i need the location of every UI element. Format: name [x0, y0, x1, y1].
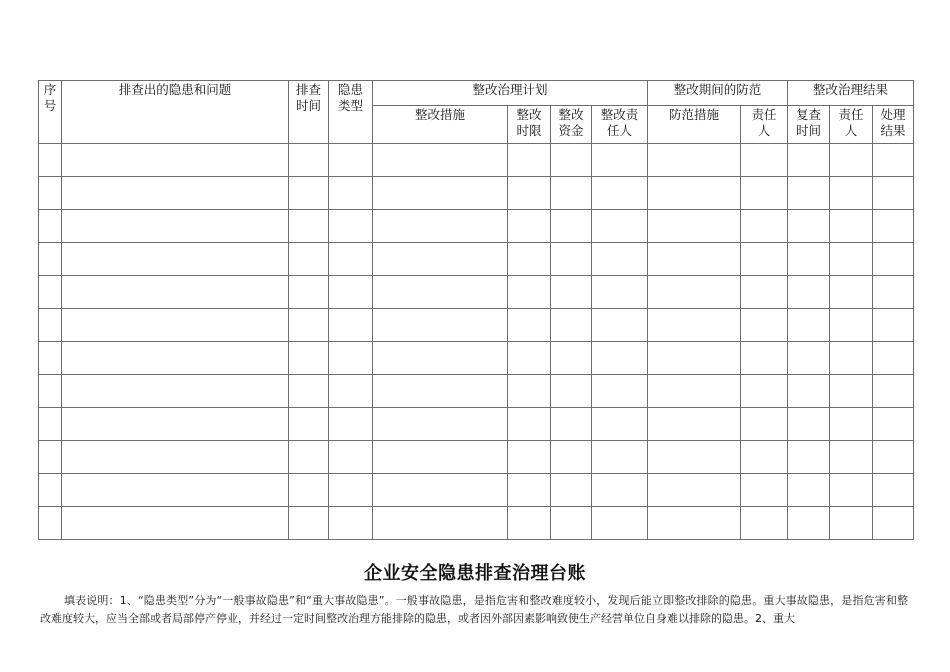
- header-plan-responsible-person: 整改责 任人: [592, 106, 648, 144]
- table-cell[interactable]: [648, 375, 741, 408]
- table-cell[interactable]: [508, 375, 551, 408]
- table-cell[interactable]: [289, 177, 329, 210]
- table-cell[interactable]: [648, 342, 741, 375]
- table-cell[interactable]: [648, 210, 741, 243]
- table-cell[interactable]: [329, 507, 373, 540]
- table-cell[interactable]: [788, 342, 830, 375]
- table-cell[interactable]: [830, 441, 873, 474]
- table-cell[interactable]: [39, 408, 62, 441]
- table-cell[interactable]: [551, 507, 592, 540]
- table-cell[interactable]: [741, 210, 788, 243]
- table-cell[interactable]: [62, 375, 289, 408]
- table-cell[interactable]: [329, 375, 373, 408]
- table-cell[interactable]: [373, 210, 508, 243]
- table-cell[interactable]: [648, 507, 741, 540]
- table-cell[interactable]: [741, 144, 788, 177]
- table-row: [39, 177, 914, 210]
- table-row: [39, 342, 914, 375]
- table-cell[interactable]: [592, 342, 648, 375]
- table-cell[interactable]: [39, 177, 62, 210]
- table-cell[interactable]: [741, 342, 788, 375]
- table-cell[interactable]: [508, 144, 551, 177]
- table-cell[interactable]: [741, 276, 788, 309]
- table-cell[interactable]: [648, 441, 741, 474]
- table-cell[interactable]: [508, 441, 551, 474]
- header-review-time: 复查 时间: [788, 106, 830, 144]
- table-cell[interactable]: [289, 210, 329, 243]
- table-cell[interactable]: [39, 507, 62, 540]
- table-cell[interactable]: [62, 243, 289, 276]
- table-cell[interactable]: [39, 309, 62, 342]
- table-cell[interactable]: [592, 507, 648, 540]
- table-cell[interactable]: [551, 177, 592, 210]
- table-row: [39, 474, 914, 507]
- header-rectification-result: 整改治理结果: [788, 81, 914, 106]
- table-cell[interactable]: [592, 144, 648, 177]
- table-cell[interactable]: [329, 408, 373, 441]
- table-cell[interactable]: [62, 507, 289, 540]
- table-cell[interactable]: [62, 474, 289, 507]
- table-cell[interactable]: [62, 210, 289, 243]
- table-cell[interactable]: [873, 276, 914, 309]
- table-cell[interactable]: [648, 243, 741, 276]
- table-cell[interactable]: [741, 441, 788, 474]
- table-cell[interactable]: [289, 276, 329, 309]
- table-cell[interactable]: [373, 276, 508, 309]
- table-cell[interactable]: [373, 144, 508, 177]
- table-cell[interactable]: [373, 507, 508, 540]
- table-cell[interactable]: [289, 408, 329, 441]
- table-cell[interactable]: [508, 408, 551, 441]
- table-row: [39, 309, 914, 342]
- table-cell[interactable]: [788, 144, 830, 177]
- table-cell[interactable]: [741, 507, 788, 540]
- table-row: [39, 276, 914, 309]
- table-cell[interactable]: [830, 474, 873, 507]
- table-cell[interactable]: [289, 474, 329, 507]
- table-cell[interactable]: [830, 408, 873, 441]
- table-cell[interactable]: [873, 309, 914, 342]
- table-cell[interactable]: [592, 474, 648, 507]
- table-cell[interactable]: [788, 507, 830, 540]
- table-cell[interactable]: [648, 309, 741, 342]
- table-cell[interactable]: [830, 276, 873, 309]
- table-cell[interactable]: [592, 243, 648, 276]
- table-cell[interactable]: [39, 375, 62, 408]
- table-cell[interactable]: [373, 243, 508, 276]
- table-cell[interactable]: [62, 276, 289, 309]
- table-cell[interactable]: [329, 441, 373, 474]
- table-cell[interactable]: [830, 342, 873, 375]
- table-cell[interactable]: [551, 342, 592, 375]
- ledger-body: [39, 144, 914, 540]
- table-cell[interactable]: [508, 342, 551, 375]
- table-cell[interactable]: [551, 441, 592, 474]
- table-cell[interactable]: [62, 408, 289, 441]
- table-cell[interactable]: [508, 177, 551, 210]
- table-cell[interactable]: [873, 375, 914, 408]
- table-cell[interactable]: [551, 408, 592, 441]
- table-cell[interactable]: [592, 441, 648, 474]
- table-cell[interactable]: [648, 144, 741, 177]
- table-cell[interactable]: [830, 309, 873, 342]
- table-cell[interactable]: [788, 309, 830, 342]
- table-cell[interactable]: [741, 309, 788, 342]
- table-cell[interactable]: [551, 243, 592, 276]
- table-cell[interactable]: [741, 375, 788, 408]
- header-result-responsible-person: 责任 人: [830, 106, 873, 144]
- table-cell[interactable]: [551, 474, 592, 507]
- header-rectification-funds: 整改 资金: [551, 106, 592, 144]
- table-cell[interactable]: [873, 342, 914, 375]
- table-cell[interactable]: [741, 243, 788, 276]
- table-cell[interactable]: [551, 309, 592, 342]
- header-rectification-plan: 整改治理计划: [373, 81, 648, 106]
- table-cell[interactable]: [62, 144, 289, 177]
- table-cell[interactable]: [329, 342, 373, 375]
- table-cell[interactable]: [329, 474, 373, 507]
- table-cell[interactable]: [830, 375, 873, 408]
- table-cell[interactable]: [592, 276, 648, 309]
- header-prevention-responsible-person: 责任 人: [741, 106, 788, 144]
- table-cell[interactable]: [508, 210, 551, 243]
- table-cell[interactable]: [873, 177, 914, 210]
- header-handling-result: 处理 结果: [873, 106, 914, 144]
- table-cell[interactable]: [329, 210, 373, 243]
- table-cell[interactable]: [62, 441, 289, 474]
- table-cell[interactable]: [873, 441, 914, 474]
- table-cell[interactable]: [508, 243, 551, 276]
- table-cell[interactable]: [592, 210, 648, 243]
- header-interim-prevention: 整改期间的防范: [648, 81, 788, 106]
- table-cell[interactable]: [373, 342, 508, 375]
- table-row: [39, 507, 914, 540]
- document-title: 企业安全隐患排查治理台账: [364, 563, 586, 584]
- table-cell[interactable]: [788, 243, 830, 276]
- table-cell[interactable]: [289, 309, 329, 342]
- table-cell[interactable]: [788, 441, 830, 474]
- table-cell[interactable]: [39, 210, 62, 243]
- table-cell[interactable]: [289, 144, 329, 177]
- table-cell[interactable]: [373, 177, 508, 210]
- table-cell[interactable]: [329, 309, 373, 342]
- table-cell[interactable]: [551, 210, 592, 243]
- table-cell[interactable]: [873, 474, 914, 507]
- table-cell[interactable]: [830, 243, 873, 276]
- table-cell[interactable]: [873, 408, 914, 441]
- table-cell[interactable]: [830, 210, 873, 243]
- table-cell[interactable]: [873, 144, 914, 177]
- table-cell[interactable]: [289, 342, 329, 375]
- table-cell[interactable]: [508, 309, 551, 342]
- table-row: [39, 210, 914, 243]
- table-cell[interactable]: [648, 408, 741, 441]
- table-cell[interactable]: [329, 276, 373, 309]
- table-cell[interactable]: [788, 375, 830, 408]
- table-cell[interactable]: [592, 375, 648, 408]
- table-cell[interactable]: [508, 276, 551, 309]
- table-row: [39, 375, 914, 408]
- table-cell[interactable]: [62, 177, 289, 210]
- table-cell[interactable]: [373, 441, 508, 474]
- table-cell[interactable]: [289, 243, 329, 276]
- table-cell[interactable]: [373, 375, 508, 408]
- table-cell[interactable]: [373, 309, 508, 342]
- table-cell[interactable]: [39, 441, 62, 474]
- table-cell[interactable]: [873, 507, 914, 540]
- table-cell[interactable]: [592, 309, 648, 342]
- table-cell[interactable]: [373, 474, 508, 507]
- table-cell[interactable]: [830, 507, 873, 540]
- table-cell[interactable]: [873, 243, 914, 276]
- table-cell[interactable]: [551, 375, 592, 408]
- table-cell[interactable]: [39, 243, 62, 276]
- header-check-time: 排查 时间: [289, 81, 329, 144]
- table-cell[interactable]: [873, 210, 914, 243]
- table-cell[interactable]: [830, 144, 873, 177]
- table-cell[interactable]: [830, 177, 873, 210]
- header-serial-number: 序 号: [39, 81, 62, 144]
- hazard-ledger-table: [38, 80, 914, 540]
- table-cell[interactable]: [289, 507, 329, 540]
- table-cell[interactable]: [741, 474, 788, 507]
- table-cell[interactable]: [289, 375, 329, 408]
- table-cell[interactable]: [329, 243, 373, 276]
- table-cell[interactable]: [551, 144, 592, 177]
- table-cell[interactable]: [788, 474, 830, 507]
- table-cell[interactable]: [329, 144, 373, 177]
- table-cell[interactable]: [788, 408, 830, 441]
- header-rectification-deadline: 整改 时限: [508, 106, 551, 144]
- table-cell[interactable]: [648, 177, 741, 210]
- table-cell[interactable]: [648, 474, 741, 507]
- fill-instructions: 填表说明：1、“隐患类型”分为“一般事故隐患”和“重大事故隐患”。一般事故隐患，是指危害和整改难度较小，发现后能立即整改排除的隐患。重大事故隐患，是指危害和整改难度较大，应当全部或者局部停产停业，并经过一定时间整改治理方能排除的隐患，或者因外部因素影响致使生产经营单位自身难以排除的隐患。2、重大: [40, 594, 908, 625]
- table-cell[interactable]: [39, 144, 62, 177]
- table-cell[interactable]: [373, 408, 508, 441]
- header-hazard-type: 隐患 类型: [329, 81, 373, 144]
- table-row: [39, 144, 914, 177]
- table-row: [39, 441, 914, 474]
- table-cell[interactable]: [62, 309, 289, 342]
- table-cell[interactable]: [329, 177, 373, 210]
- header-identified-hazards: 排查出的隐患和问题: [62, 81, 289, 144]
- table-cell[interactable]: [39, 342, 62, 375]
- table-cell[interactable]: [592, 177, 648, 210]
- table-cell[interactable]: [62, 342, 289, 375]
- table-cell[interactable]: [39, 474, 62, 507]
- table-row: [39, 408, 914, 441]
- table-cell[interactable]: [551, 276, 592, 309]
- table-cell[interactable]: [648, 276, 741, 309]
- header-rectification-measures: 整改措施: [373, 106, 508, 144]
- table-cell[interactable]: [788, 210, 830, 243]
- table-cell[interactable]: [508, 507, 551, 540]
- table-cell[interactable]: [289, 441, 329, 474]
- table-cell[interactable]: [39, 276, 62, 309]
- table-cell[interactable]: [788, 276, 830, 309]
- table-cell[interactable]: [741, 177, 788, 210]
- table-cell[interactable]: [788, 177, 830, 210]
- table-cell[interactable]: [592, 408, 648, 441]
- table-row: [39, 243, 914, 276]
- header-prevention-measures: 防范措施: [648, 106, 741, 144]
- table-cell[interactable]: [741, 408, 788, 441]
- table-cell[interactable]: [508, 474, 551, 507]
